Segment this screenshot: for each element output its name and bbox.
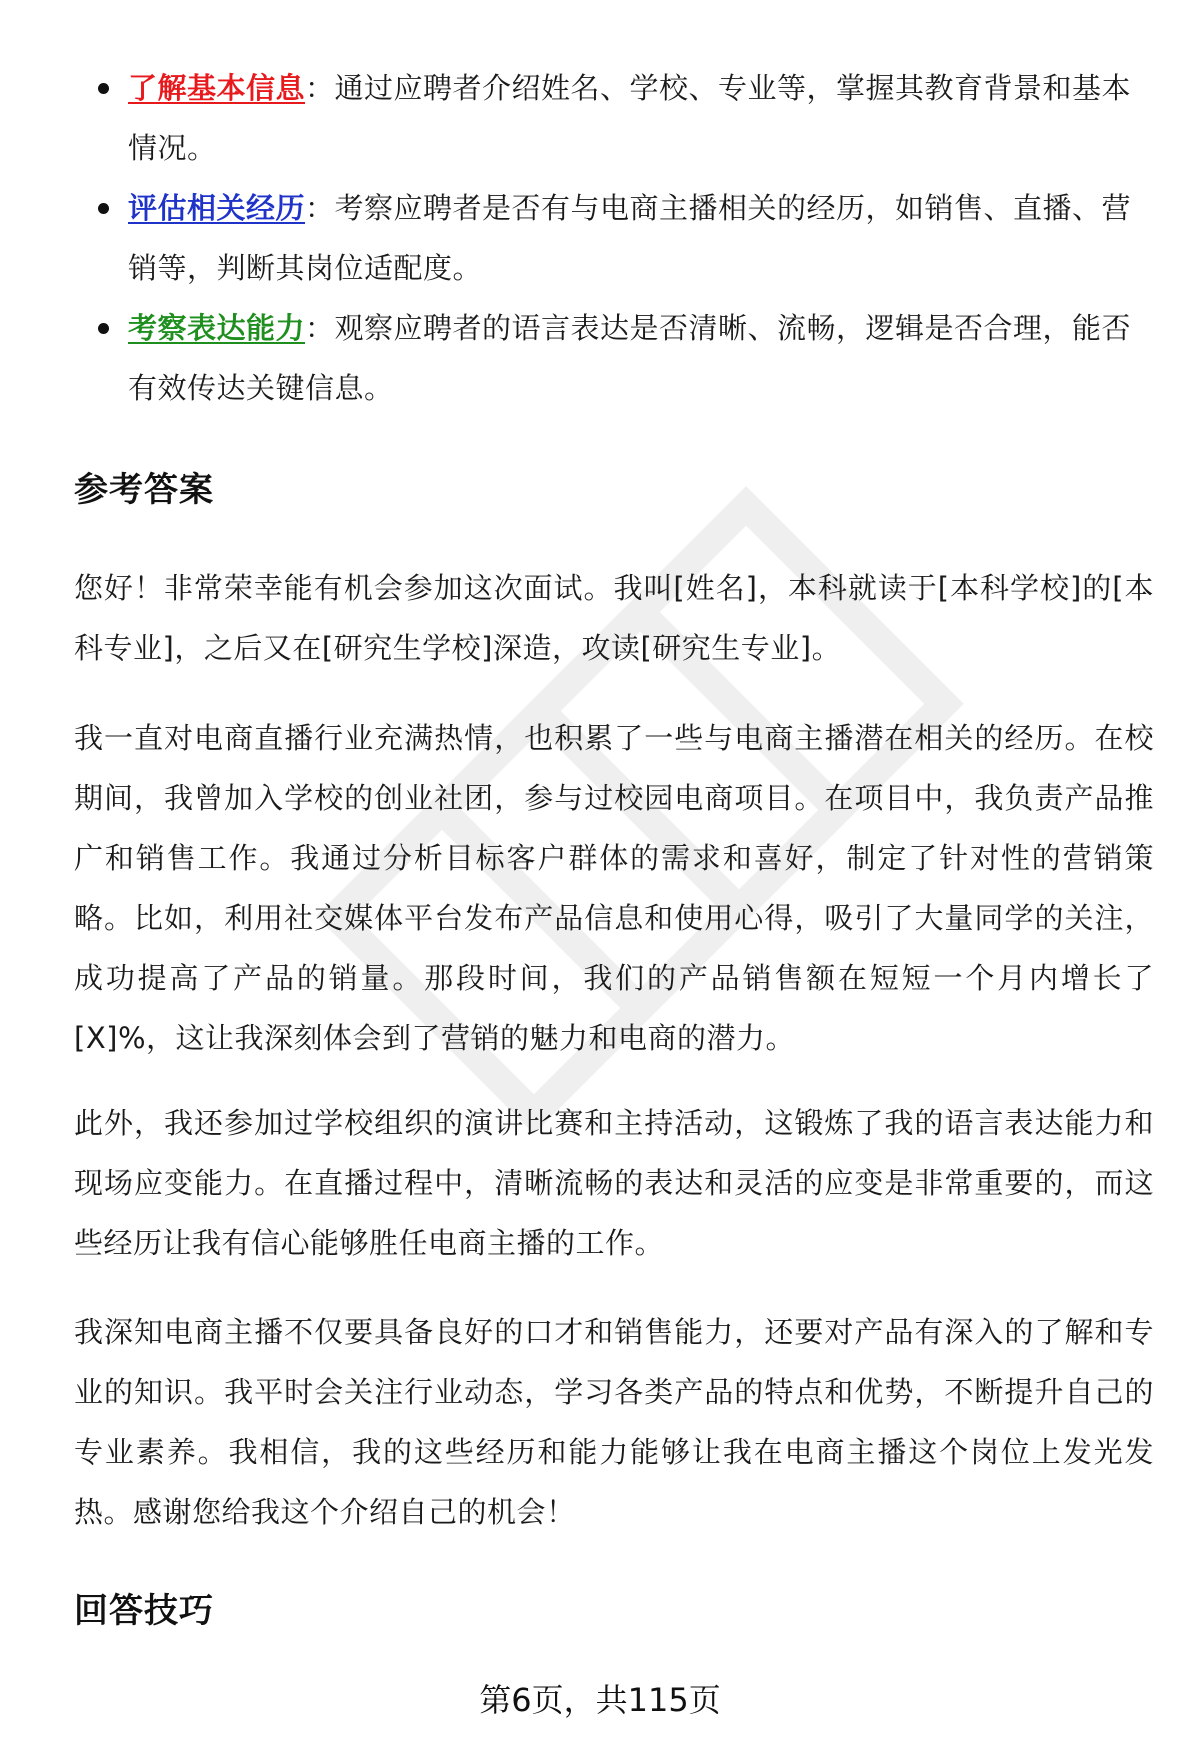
answer-paragraph: 此外，我还参加过学校组织的演讲比赛和主持活动，这锻炼了我的语言表达能力和现场应变能力。在直播过程中，清晰流畅的表达和灵活的应变是非常重要的，而这些经历让我有信心能够胜任电商主播的工作。 [74, 1106, 1154, 1260]
page-number: 第6页，共115页 [479, 1681, 721, 1719]
list-item [74, 58, 1154, 178]
answer-heading: 参考答案 [74, 470, 214, 510]
keyword-expression: 考察表达能力 [128, 311, 306, 345]
bullet-icon [98, 323, 109, 334]
list-item [74, 178, 1154, 298]
keyword-experience: 评估相关经历 [128, 191, 306, 225]
answer-paragraph: 我一直对电商直播行业充满热情，也积累了一些与电商主播潜在相关的经历。在校期间，我曾加入学校的创业社团，参与过校园电商项目。在项目中，我负责产品推广和销售工作。我通过分析目标客户群体的需求和喜好，制定了针对性的营销策略。比如，利用社交媒体平台发布产品信息和使用心得，吸引了大量同学的关注，成功提高了产品的销量。那段时间，我们的产品销售额在短短一个月内增长了[X]%，这让我深刻体会到了营销的魅力和电商的潜力。 [74, 721, 1154, 1055]
bullet-icon [98, 83, 109, 94]
list-item-text: ：考察应聘者是否有与电商主播相关的经历，如销售、直播、营销等，判断其岗位适配度。 [128, 191, 1132, 285]
answer-paragraph: 我深知电商主播不仅要具备良好的口才和销售能力，还要对产品有深入的了解和专业的知识。我平时会关注行业动态，学习各类产品的特点和优势，不断提升自己的专业素养。我相信，我的这些经历和能力能够让我在电商主播这个岗位上发光发热。感谢您给我这个介绍自己的机会！ [74, 1315, 1154, 1529]
tips-heading: 回答技巧 [74, 1591, 214, 1631]
keyword-basic-info: 了解基本信息 [128, 71, 306, 105]
criteria-list [74, 58, 1154, 418]
list-item-text: ：观察应聘者的语言表达是否清晰、流畅，逻辑是否合理，能否有效传达关键信息。 [128, 311, 1132, 405]
bullet-icon [98, 203, 109, 214]
list-item [74, 298, 1154, 418]
answer-paragraph: 您好！非常荣幸能有机会参加这次面试。我叫[姓名]，本科就读于[本科学校]的[本科专业]，之后又在[研究生学校]深造，攻读[研究生专业]。 [74, 571, 1154, 665]
list-item-text: ：通过应聘者介绍姓名、学校、专业等，掌握其教育背景和基本情况。 [128, 71, 1132, 165]
